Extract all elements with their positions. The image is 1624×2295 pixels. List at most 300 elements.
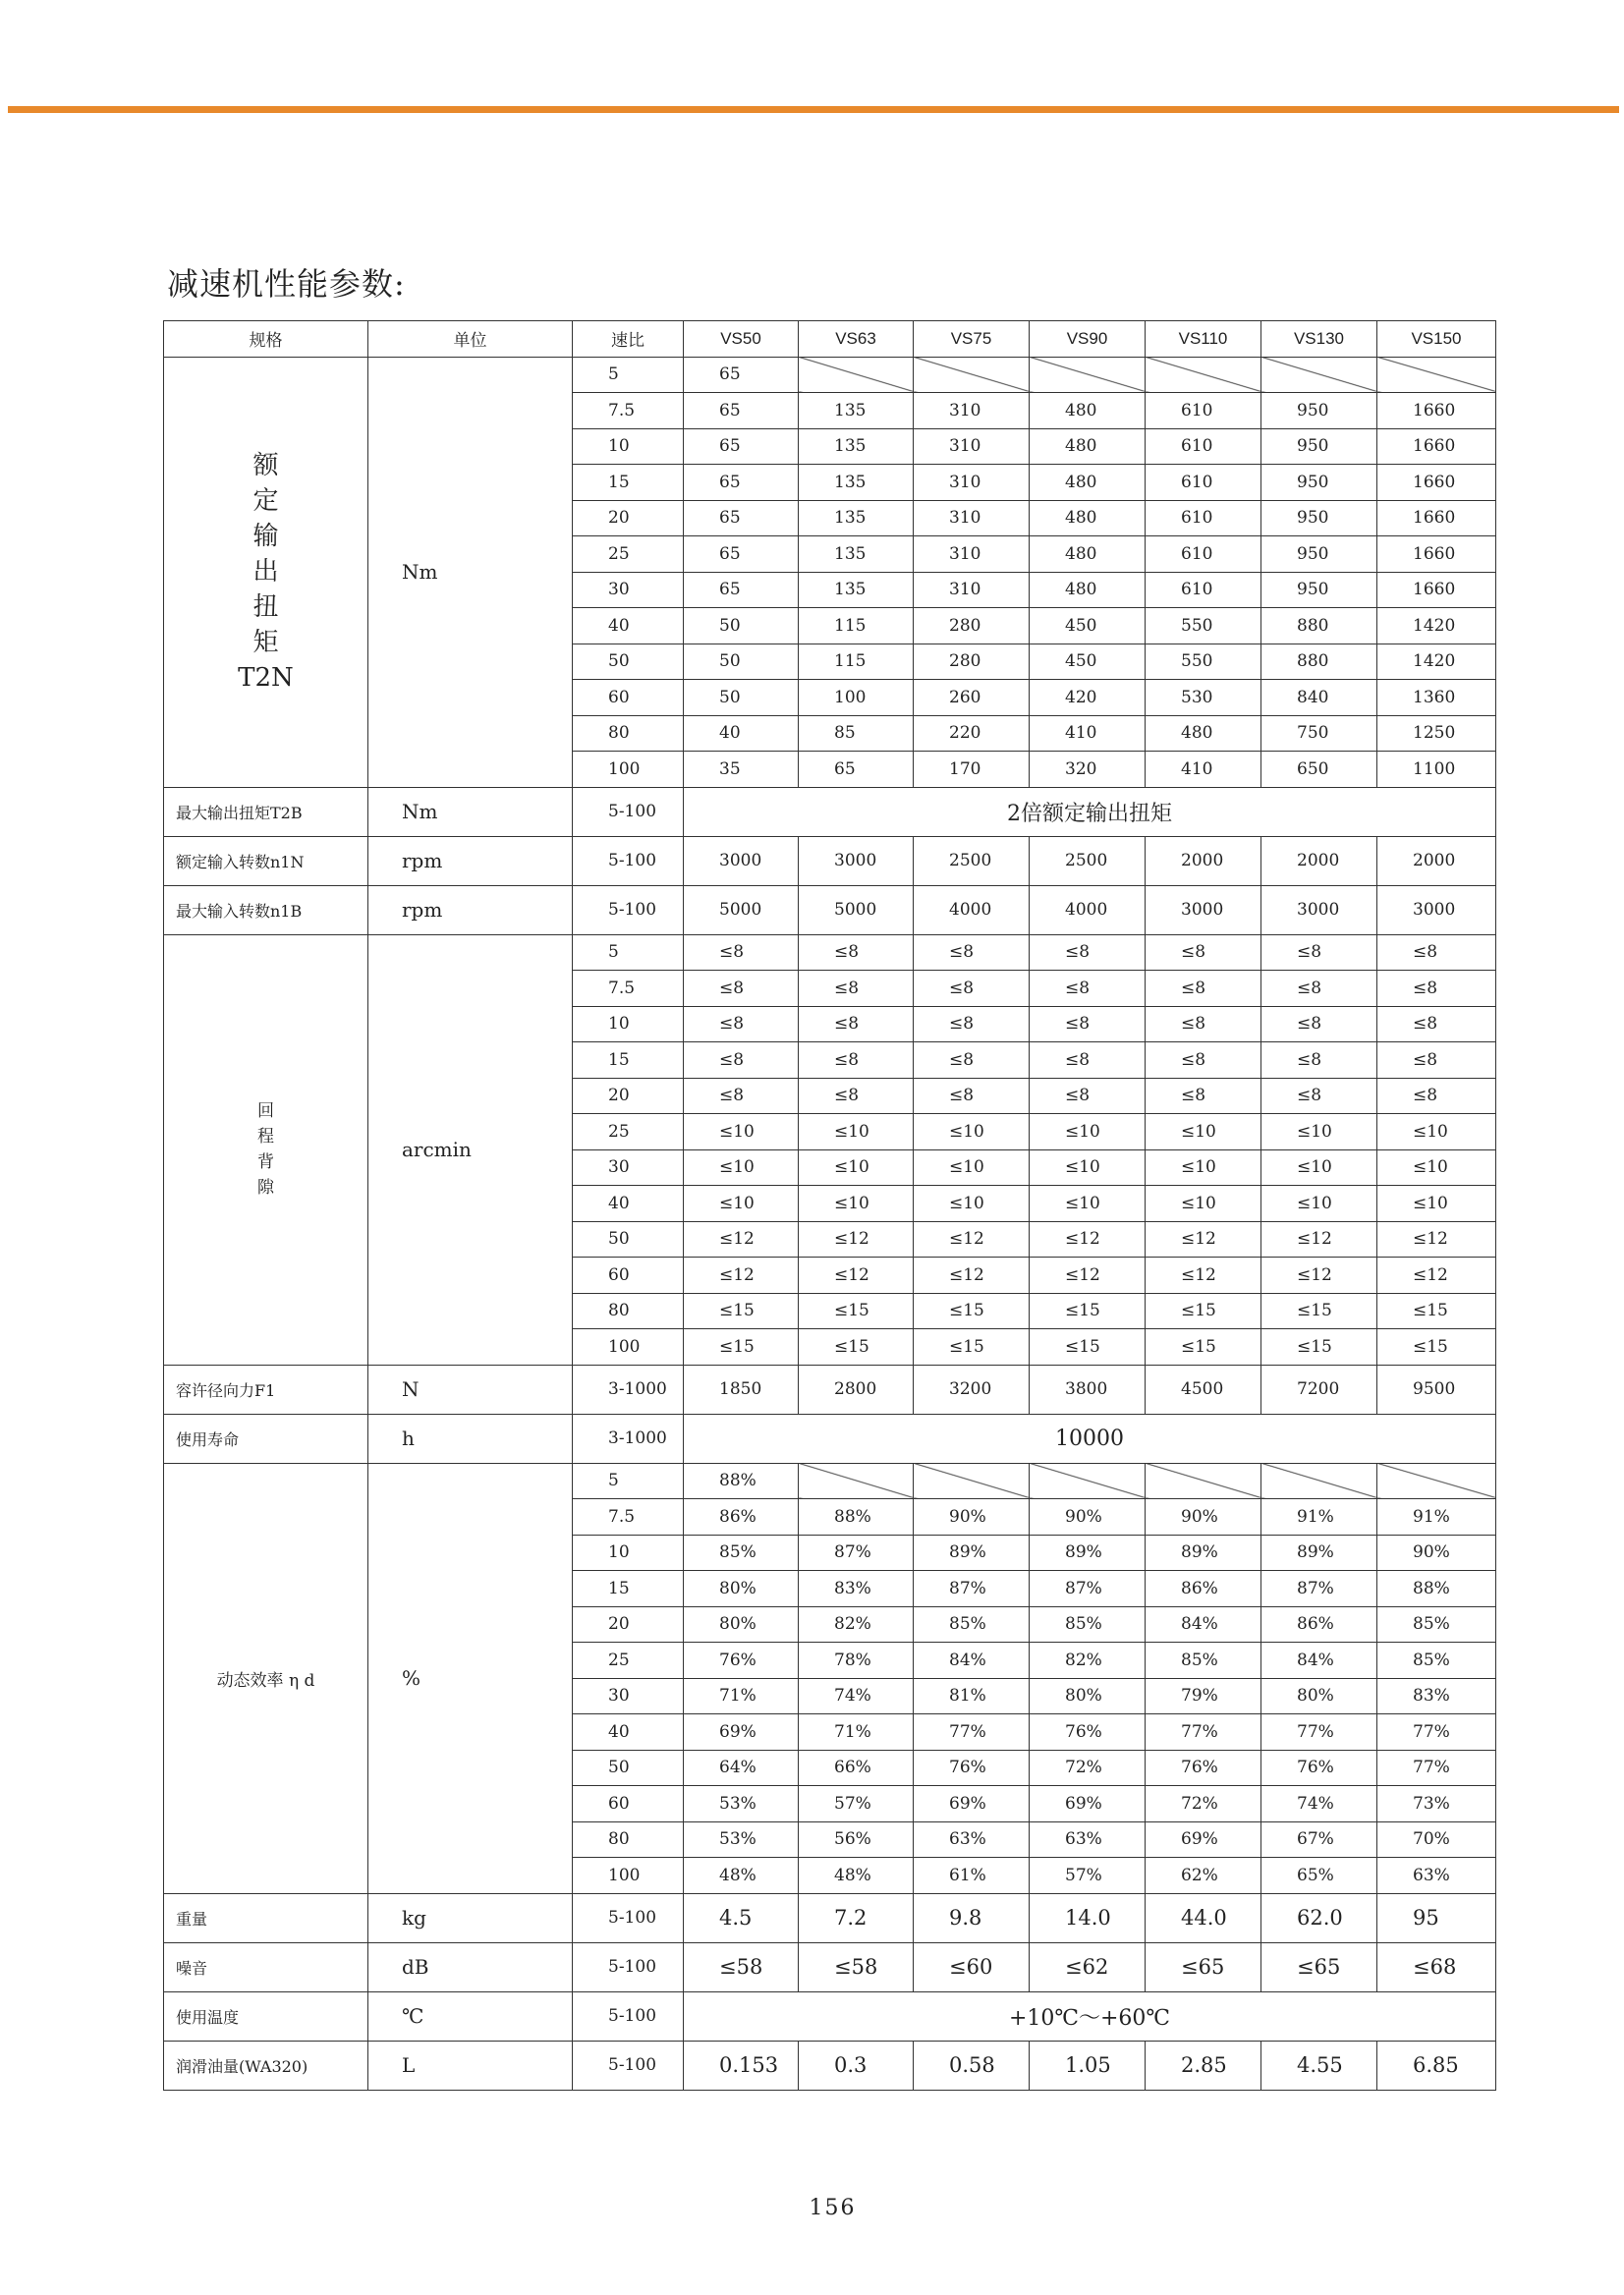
value-cell: 2000	[1146, 836, 1261, 885]
value-cell: ≤65	[1261, 1942, 1377, 1991]
value-cell: ≤12	[799, 1258, 914, 1294]
ratio-cell: 5	[573, 357, 684, 393]
value-cell: 72%	[1146, 1786, 1261, 1822]
value-cell: 0.3	[799, 2041, 914, 2090]
value-cell: 83%	[1377, 1678, 1496, 1714]
value-cell: 77%	[1377, 1714, 1496, 1751]
value-cell: 87%	[1030, 1571, 1146, 1607]
empty-slash-cell	[914, 1463, 1030, 1499]
value-cell: ≤8	[914, 1078, 1030, 1114]
value-cell: 135	[799, 465, 914, 501]
value-cell: 82%	[1030, 1643, 1146, 1679]
ratio-cell: 40	[573, 608, 684, 644]
ratio-cell: 5-100	[573, 885, 684, 934]
ratio-cell: 50	[573, 1221, 684, 1258]
unit-cell: h	[368, 1414, 573, 1463]
ratio-cell: 30	[573, 1149, 684, 1186]
ratio-cell: 25	[573, 1643, 684, 1679]
value-cell: 71%	[684, 1678, 799, 1714]
column-header: VS150	[1377, 321, 1496, 358]
value-cell: 2000	[1377, 836, 1496, 885]
value-cell: 9.8	[914, 1893, 1030, 1942]
value-cell: 40	[684, 715, 799, 752]
value-cell: 840	[1261, 680, 1377, 716]
value-cell: 65	[799, 752, 914, 788]
value-cell: 56%	[799, 1821, 914, 1858]
value-cell: 87%	[1261, 1571, 1377, 1607]
unit-cell: rpm	[368, 836, 573, 885]
value-cell: ≤8	[1261, 1042, 1377, 1079]
value-cell: ≤12	[799, 1221, 914, 1258]
rated-torque-label	[164, 357, 368, 787]
value-cell: ≤10	[684, 1114, 799, 1150]
value-cell: 48%	[799, 1858, 914, 1894]
row-label: 额定输入转数n1N	[164, 836, 368, 885]
value-cell: ≤15	[799, 1293, 914, 1329]
ratio-cell: 10	[573, 428, 684, 465]
value-cell: 89%	[1261, 1535, 1377, 1571]
value-cell: 91%	[1377, 1499, 1496, 1536]
ratio-cell: 5	[573, 1463, 684, 1499]
ratio-cell: 5-100	[573, 1991, 684, 2041]
value-cell: 88%	[799, 1499, 914, 1536]
value-cell: ≤15	[1030, 1329, 1146, 1366]
value-cell: 63%	[914, 1821, 1030, 1858]
value-cell: 310	[914, 428, 1030, 465]
unit-cell: N	[368, 1365, 573, 1414]
value-cell: 410	[1030, 715, 1146, 752]
value-cell: ≤8	[1261, 971, 1377, 1007]
value-cell: ≤10	[1030, 1114, 1146, 1150]
vertical-label-char: 出	[252, 557, 279, 587]
value-cell: ≤10	[914, 1149, 1030, 1186]
value-cell: ≤12	[1261, 1221, 1377, 1258]
page-title: 减速机性能参数:	[167, 265, 406, 303]
value-cell: 89%	[1146, 1535, 1261, 1571]
value-cell: 0.58	[914, 2041, 1030, 2090]
ratio-cell: 100	[573, 752, 684, 788]
value-cell: 480	[1030, 572, 1146, 608]
value-cell: 7200	[1261, 1365, 1377, 1414]
value-cell: 115	[799, 644, 914, 680]
value-cell: ≤58	[684, 1942, 799, 1991]
ratio-cell: 80	[573, 1821, 684, 1858]
value-cell: 420	[1030, 680, 1146, 716]
row-label: 重量	[164, 1893, 368, 1942]
value-cell: 84%	[1261, 1643, 1377, 1679]
value-cell: ≤15	[684, 1293, 799, 1329]
value-cell: 2500	[1030, 836, 1146, 885]
value-cell: 480	[1030, 465, 1146, 501]
value-cell: ≤8	[1261, 1078, 1377, 1114]
value-cell: 89%	[1030, 1535, 1146, 1571]
value-cell: 65	[684, 536, 799, 573]
empty-slash-cell	[1377, 1463, 1496, 1499]
value-cell: 74%	[799, 1678, 914, 1714]
value-cell: ≤8	[1030, 1042, 1146, 1079]
value-cell: ≤10	[1261, 1186, 1377, 1222]
empty-slash-cell	[1030, 357, 1146, 393]
value-cell: ≤8	[914, 1006, 1030, 1042]
value-cell: 610	[1146, 500, 1261, 536]
table-row	[164, 321, 1496, 358]
table-row	[164, 1893, 1496, 1942]
value-cell: ≤8	[914, 934, 1030, 971]
value-cell: 220	[914, 715, 1030, 752]
value-cell: ≤10	[1377, 1149, 1496, 1186]
value-cell: 4.55	[1261, 2041, 1377, 2090]
value-cell: ≤12	[1030, 1221, 1146, 1258]
value-cell: 1250	[1377, 715, 1496, 752]
value-cell: 530	[1146, 680, 1261, 716]
value-cell: 310	[914, 465, 1030, 501]
row-label: 使用温度	[164, 1991, 368, 2041]
value-cell: 48%	[684, 1858, 799, 1894]
value-cell: ≤8	[1146, 1078, 1261, 1114]
value-cell: ≤15	[684, 1329, 799, 1366]
value-cell: 1420	[1377, 644, 1496, 680]
value-cell: ≤8	[1261, 1006, 1377, 1042]
value-cell: 69%	[684, 1714, 799, 1751]
value-cell: 1420	[1377, 608, 1496, 644]
value-cell: 9500	[1377, 1365, 1496, 1414]
unit-cell: Nm	[368, 787, 573, 836]
value-cell: 71%	[799, 1714, 914, 1751]
value-cell: 950	[1261, 465, 1377, 501]
value-cell: 5000	[799, 885, 914, 934]
value-cell: ≤10	[1146, 1114, 1261, 1150]
table-row	[164, 2041, 1496, 2090]
value-cell: 76%	[1146, 1750, 1261, 1786]
value-cell: 63%	[1030, 1821, 1146, 1858]
value-cell: 53%	[684, 1786, 799, 1822]
value-cell: ≤8	[799, 971, 914, 1007]
ratio-cell: 60	[573, 1258, 684, 1294]
value-cell: ≤68	[1377, 1942, 1496, 1991]
page-number: 156	[809, 2196, 857, 2220]
value-cell: ≤10	[684, 1149, 799, 1186]
value-cell: 3000	[1146, 885, 1261, 934]
value-cell: ≤15	[1030, 1293, 1146, 1329]
ratio-cell: 60	[573, 1786, 684, 1822]
value-cell: 750	[1261, 715, 1377, 752]
value-cell: 4000	[914, 885, 1030, 934]
value-cell: 80%	[1261, 1678, 1377, 1714]
value-cell: 6.85	[1377, 2041, 1496, 2090]
value-cell: ≤12	[1377, 1221, 1496, 1258]
value-cell: 50	[684, 644, 799, 680]
value-cell: ≤12	[684, 1221, 799, 1258]
value-cell: 135	[799, 393, 914, 429]
value-cell: ≤10	[914, 1186, 1030, 1222]
value-cell: ≤8	[684, 1078, 799, 1114]
column-header: 单位	[368, 321, 573, 358]
unit-cell: Nm	[368, 357, 573, 787]
ratio-cell: 5-100	[573, 787, 684, 836]
value-cell: 90%	[914, 1499, 1030, 1536]
table-row	[164, 836, 1496, 885]
value-cell: 480	[1030, 500, 1146, 536]
value-cell: ≤8	[1030, 934, 1146, 971]
value-cell: 65	[684, 572, 799, 608]
ratio-cell: 40	[573, 1714, 684, 1751]
vertical-label-char: 额	[252, 451, 279, 480]
unit-cell: rpm	[368, 885, 573, 934]
column-header: 速比	[573, 321, 684, 358]
value-cell: ≤12	[1261, 1258, 1377, 1294]
value-cell: 91%	[1261, 1499, 1377, 1536]
ratio-cell: 100	[573, 1858, 684, 1894]
value-cell: ≤8	[799, 1006, 914, 1042]
value-cell: 73%	[1377, 1786, 1496, 1822]
value-cell: 70%	[1377, 1821, 1496, 1858]
value-cell: ≤15	[1146, 1293, 1261, 1329]
value-cell: 80%	[684, 1571, 799, 1607]
value-cell: 88%	[684, 1463, 799, 1499]
value-cell: ≤10	[1146, 1149, 1261, 1186]
value-cell: 950	[1261, 500, 1377, 536]
empty-slash-cell	[1377, 357, 1496, 393]
ratio-cell: 30	[573, 1678, 684, 1714]
value-cell: 450	[1030, 608, 1146, 644]
value-cell: 65%	[1261, 1858, 1377, 1894]
ratio-cell: 3-1000	[573, 1414, 684, 1463]
value-cell: 480	[1030, 428, 1146, 465]
value-cell: 3000	[684, 836, 799, 885]
value-cell: ≤8	[799, 1078, 914, 1114]
value-cell: 65	[684, 357, 799, 393]
value-cell: 950	[1261, 428, 1377, 465]
value-cell: 450	[1030, 644, 1146, 680]
value-cell: 85%	[1377, 1606, 1496, 1643]
value-cell: ≤10	[684, 1186, 799, 1222]
ratio-cell: 5-100	[573, 1893, 684, 1942]
value-cell: ≤8	[914, 1042, 1030, 1079]
table-row	[164, 934, 1496, 971]
backlash-label	[164, 934, 368, 1365]
ratio-cell: 5-100	[573, 2041, 684, 2090]
value-cell: 77%	[1261, 1714, 1377, 1751]
merged-value-cell: 2倍额定输出扭矩	[684, 787, 1496, 836]
table-row	[164, 1991, 1496, 2041]
value-cell: ≤8	[684, 971, 799, 1007]
merged-value-cell: 10000	[684, 1414, 1496, 1463]
ratio-cell: 7.5	[573, 393, 684, 429]
value-cell: 50	[684, 680, 799, 716]
value-cell: 78%	[799, 1643, 914, 1679]
value-cell: 310	[914, 536, 1030, 573]
value-cell: ≤10	[1261, 1149, 1377, 1186]
value-cell: ≤65	[1146, 1942, 1261, 1991]
ratio-cell: 50	[573, 1750, 684, 1786]
value-cell: ≤12	[1146, 1258, 1261, 1294]
value-cell: 1.05	[1030, 2041, 1146, 2090]
value-cell: 86%	[1146, 1571, 1261, 1607]
value-cell: 5000	[684, 885, 799, 934]
value-cell: ≤8	[1030, 1006, 1146, 1042]
unit-cell: kg	[368, 1893, 573, 1942]
value-cell: ≤8	[684, 1042, 799, 1079]
value-cell: 86%	[684, 1499, 799, 1536]
value-cell: 83%	[799, 1571, 914, 1607]
table-row	[164, 1414, 1496, 1463]
value-cell: 550	[1146, 644, 1261, 680]
ratio-cell: 80	[573, 715, 684, 752]
value-cell: ≤12	[1377, 1258, 1496, 1294]
value-cell: 1660	[1377, 428, 1496, 465]
value-cell: ≤62	[1030, 1942, 1146, 1991]
empty-slash-cell	[1030, 1463, 1146, 1499]
value-cell: 80%	[1030, 1678, 1146, 1714]
value-cell: 88%	[1377, 1571, 1496, 1607]
value-cell: 1660	[1377, 393, 1496, 429]
ratio-cell: 7.5	[573, 1499, 684, 1536]
value-cell: 1100	[1377, 752, 1496, 788]
value-cell: 310	[914, 572, 1030, 608]
value-cell: ≤8	[1146, 934, 1261, 971]
value-cell: ≤10	[1261, 1114, 1377, 1150]
value-cell: 63%	[1377, 1858, 1496, 1894]
value-cell: 610	[1146, 536, 1261, 573]
value-cell: 76%	[914, 1750, 1030, 1786]
value-cell: 74%	[1261, 1786, 1377, 1822]
value-cell: 1360	[1377, 680, 1496, 716]
value-cell: 85	[799, 715, 914, 752]
value-cell: 69%	[1146, 1821, 1261, 1858]
value-cell: 170	[914, 752, 1030, 788]
value-cell: 280	[914, 608, 1030, 644]
performance-table	[163, 320, 1496, 2091]
ratio-cell: 40	[573, 1186, 684, 1222]
value-cell: 135	[799, 428, 914, 465]
value-cell: 77%	[914, 1714, 1030, 1751]
value-cell: 95	[1377, 1893, 1496, 1942]
value-cell: 67%	[1261, 1821, 1377, 1858]
ratio-cell: 60	[573, 680, 684, 716]
value-cell: ≤8	[1030, 971, 1146, 1007]
ratio-cell: 15	[573, 1571, 684, 1607]
value-cell: 85%	[1377, 1643, 1496, 1679]
value-cell: 1850	[684, 1365, 799, 1414]
value-cell: 2500	[914, 836, 1030, 885]
value-cell: 57%	[1030, 1858, 1146, 1894]
value-cell: 480	[1030, 536, 1146, 573]
value-cell: ≤8	[1146, 971, 1261, 1007]
empty-slash-cell	[799, 357, 914, 393]
value-cell: 62%	[1146, 1858, 1261, 1894]
vertical-label-char: 扭	[252, 592, 279, 622]
ratio-cell: 50	[573, 644, 684, 680]
value-cell: ≤8	[1146, 1042, 1261, 1079]
value-cell: 76%	[1261, 1750, 1377, 1786]
value-cell: ≤10	[1146, 1186, 1261, 1222]
table-row	[164, 787, 1496, 836]
value-cell: 410	[1146, 752, 1261, 788]
value-cell: ≤8	[799, 934, 914, 971]
value-cell: 76%	[1030, 1714, 1146, 1751]
value-cell: 77%	[1377, 1750, 1496, 1786]
value-cell: 65	[684, 428, 799, 465]
value-cell: 85%	[1146, 1643, 1261, 1679]
value-cell: ≤10	[799, 1186, 914, 1222]
value-cell: ≤15	[914, 1293, 1030, 1329]
ratio-cell: 3-1000	[573, 1365, 684, 1414]
value-cell: 610	[1146, 572, 1261, 608]
value-cell: 0.153	[684, 2041, 799, 2090]
value-cell: 280	[914, 644, 1030, 680]
ratio-cell: 25	[573, 536, 684, 573]
value-cell: ≤10	[914, 1114, 1030, 1150]
value-cell: 77%	[1146, 1714, 1261, 1751]
ratio-cell: 20	[573, 1078, 684, 1114]
value-cell: ≤8	[1377, 934, 1496, 971]
value-cell: 64%	[684, 1750, 799, 1786]
value-cell: 3200	[914, 1365, 1030, 1414]
ratio-cell: 5-100	[573, 836, 684, 885]
value-cell: 87%	[799, 1535, 914, 1571]
row-label: 噪音	[164, 1942, 368, 1991]
value-cell: 260	[914, 680, 1030, 716]
value-cell: 85%	[1030, 1606, 1146, 1643]
value-cell: 35	[684, 752, 799, 788]
efficiency-label: 动态效率 η d	[164, 1463, 368, 1893]
value-cell: 1660	[1377, 572, 1496, 608]
value-cell: 610	[1146, 393, 1261, 429]
value-cell: 66%	[799, 1750, 914, 1786]
value-cell: ≤12	[914, 1258, 1030, 1294]
value-cell: 1660	[1377, 536, 1496, 573]
value-cell: 85%	[914, 1606, 1030, 1643]
value-cell: 80%	[684, 1606, 799, 1643]
vertical-label-char: 程	[257, 1127, 274, 1147]
ratio-cell: 80	[573, 1293, 684, 1329]
vertical-label-char: 背	[257, 1152, 274, 1172]
value-cell: ≤8	[684, 934, 799, 971]
table-row	[164, 1365, 1496, 1414]
value-cell: 650	[1261, 752, 1377, 788]
column-header: VS63	[799, 321, 914, 358]
value-cell: 135	[799, 536, 914, 573]
value-cell: 610	[1146, 465, 1261, 501]
unit-cell: arcmin	[368, 934, 573, 1365]
ratio-cell: 100	[573, 1329, 684, 1366]
value-cell: 81%	[914, 1678, 1030, 1714]
value-cell: 87%	[914, 1571, 1030, 1607]
header-accent-bar	[8, 106, 1619, 113]
value-cell: 82%	[799, 1606, 914, 1643]
value-cell: 14.0	[1030, 1893, 1146, 1942]
value-cell: ≤12	[914, 1221, 1030, 1258]
value-cell: 135	[799, 572, 914, 608]
merged-value-cell: +10℃～+60℃	[684, 1991, 1496, 2041]
ratio-cell: 5-100	[573, 1942, 684, 1991]
unit-cell: %	[368, 1463, 573, 1893]
vertical-label-char: 矩	[252, 628, 279, 657]
vertical-label-char: 隙	[257, 1178, 274, 1198]
value-cell: 3000	[1377, 885, 1496, 934]
value-cell: 4000	[1030, 885, 1146, 934]
value-cell: 90%	[1030, 1499, 1146, 1536]
unit-cell: L	[368, 2041, 573, 2090]
vertical-label-char: T2N	[238, 663, 294, 693]
vertical-label-char: 输	[252, 522, 279, 551]
vertical-label-char: 定	[252, 486, 279, 516]
value-cell: ≤8	[684, 1006, 799, 1042]
value-cell: 57%	[799, 1786, 914, 1822]
value-cell: 950	[1261, 393, 1377, 429]
empty-slash-cell	[799, 1463, 914, 1499]
value-cell: 480	[1146, 715, 1261, 752]
